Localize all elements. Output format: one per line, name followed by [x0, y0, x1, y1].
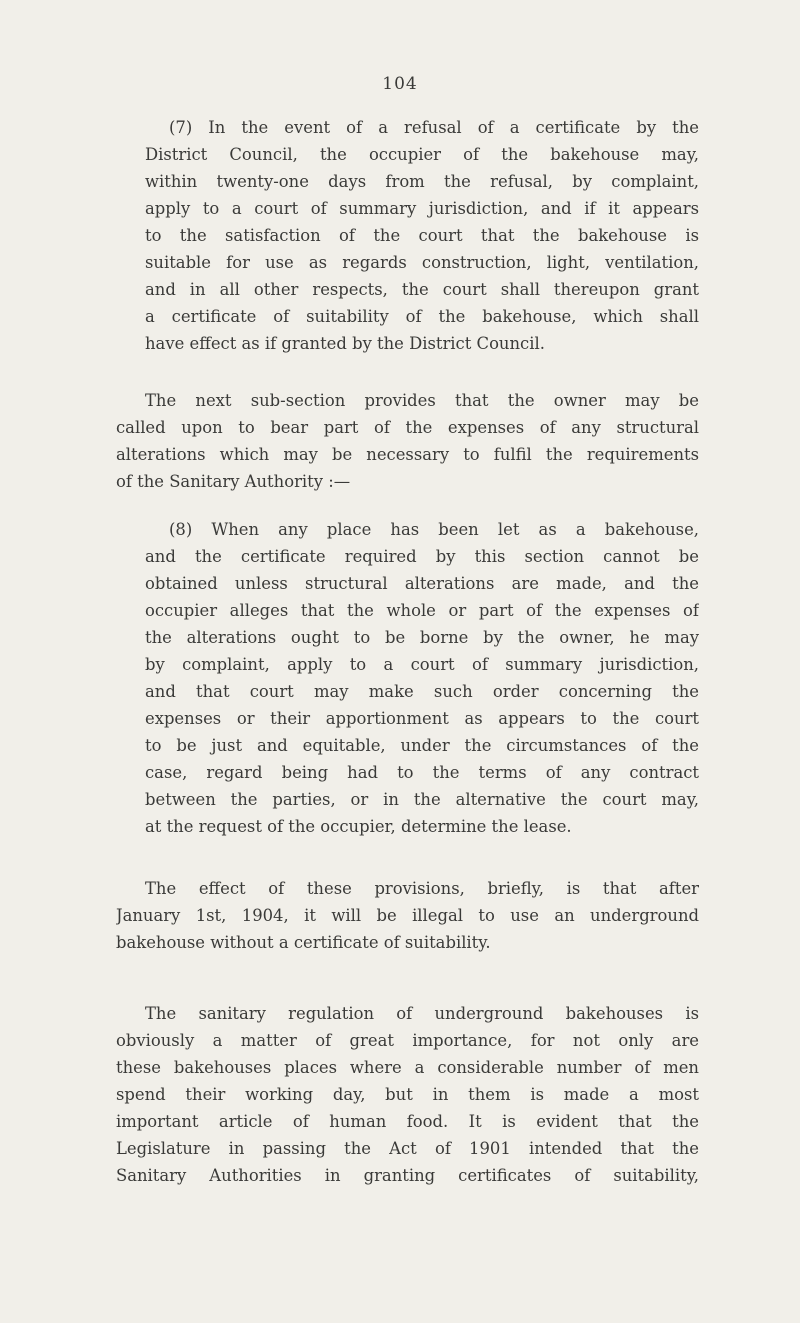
text-line: spend their working day, but in them is made a most: [116, 1085, 699, 1104]
text-line: The effect of these provisions, briefly, is that after: [145, 879, 699, 898]
text-line: important article of human food. It is evident that the: [116, 1112, 699, 1131]
text-line: and in all other respects, the court shall thereupon grant: [145, 280, 699, 299]
text-line: bakehouse without a certificate of suitability.: [116, 933, 491, 952]
text-line: at the request of the occupier, determine the lease.: [145, 817, 572, 836]
paragraph-quote-7: [145, 114, 699, 357]
text-line: Sanitary Authorities in granting certificates of suitability,: [116, 1166, 699, 1185]
text-line: Legislature in passing the Act of 1901 intended that the: [116, 1139, 699, 1158]
text-line: have effect as if granted by the District Council.: [145, 334, 545, 353]
text-line: (7) In the event of a refusal of a certificate by the: [169, 118, 699, 137]
text-line: alterations which may be necessary to fulfil the requirements: [116, 445, 699, 464]
text-line: January 1st, 1904, it will be illegal to use an underground: [116, 906, 699, 925]
text-line: suitable for use as regards construction, light, ventilation,: [145, 253, 699, 272]
text-line: District Council, the occupier of the bakehouse may,: [145, 145, 699, 164]
text-line: obviously a matter of great importance, for not only are: [116, 1031, 699, 1050]
page-number: 104: [382, 74, 418, 94]
text-line: a certificate of suitability of the bakehouse, which shall: [145, 307, 699, 326]
text-line: The next sub-section provides that the owner may be: [145, 391, 699, 410]
text-line: within twenty-one days from the refusal, by complaint,: [145, 172, 699, 191]
text-line: to be just and equitable, under the circumstances of the: [145, 736, 699, 755]
text-line: and that court may make such order concerning the: [145, 682, 699, 701]
paragraph-quote-8: [145, 516, 699, 840]
paragraph-effect: [116, 875, 699, 956]
text-line: the alterations ought to be borne by the owner, he may: [145, 628, 699, 647]
text-line: and the certificate required by this section cannot be: [145, 547, 699, 566]
text-line: occupier alleges that the whole or part of the expenses of: [145, 601, 699, 620]
text-line: called upon to bear part of the expenses of any structural: [116, 418, 699, 437]
text-line: (8) When any place has been let as a bakehouse,: [169, 520, 699, 539]
text-line: case, regard being had to the terms of any contract: [145, 763, 699, 782]
text-line: of the Sanitary Authority :—: [116, 472, 351, 491]
paragraph-sanitary-regulation: [116, 1000, 699, 1189]
text-line: obtained unless structural alterations are made, and the: [145, 574, 699, 593]
text-line: to the satisfaction of the court that the bakehouse is: [145, 226, 699, 245]
paragraph-next-subsection: [116, 387, 699, 495]
text-line: The sanitary regulation of underground bakehouses is: [145, 1004, 699, 1023]
text-line: these bakehouses places where a considerable number of men: [116, 1058, 699, 1077]
text-line: by complaint, apply to a court of summary jurisdiction,: [145, 655, 699, 674]
text-line: apply to a court of summary jurisdiction, and if it appears: [145, 199, 699, 218]
text-line: expenses or their apportionment as appears to the court: [145, 709, 699, 728]
text-line: between the parties, or in the alternative the court may,: [145, 790, 699, 809]
